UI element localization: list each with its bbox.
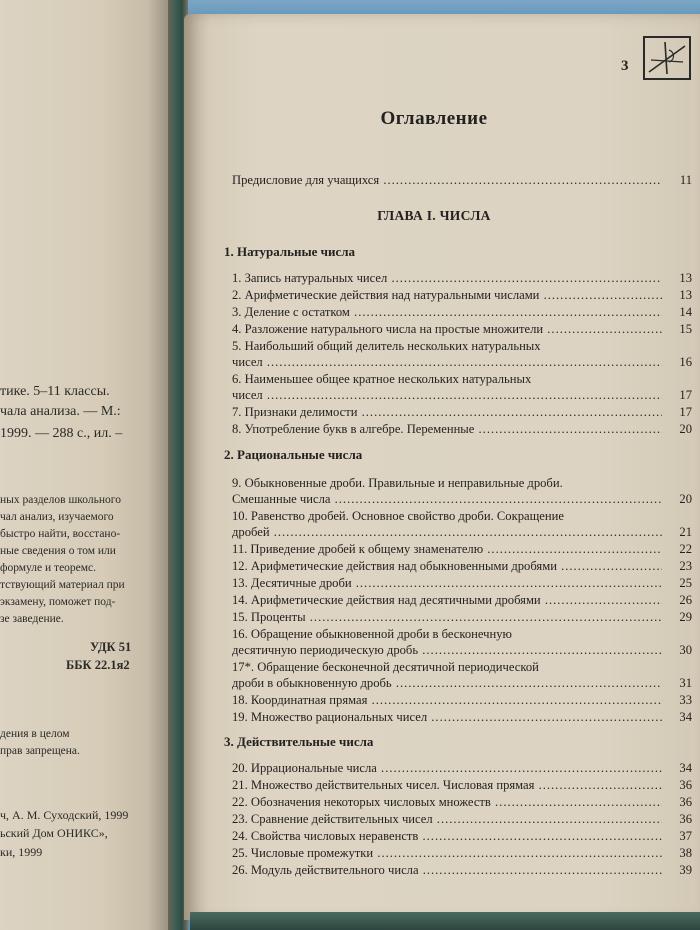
toc-entry-page: 31 (679, 676, 692, 690)
toc-entry (232, 760, 692, 776)
toc-entry-page: 36 (679, 795, 692, 809)
toc-entry-title: 23. Сравнение действительных чисел ..... (232, 811, 662, 827)
toc-entry-page: 11 (679, 173, 692, 187)
toc-entry (232, 828, 692, 844)
toc-entry (232, 592, 692, 608)
toc-entry-title: 1. Запись натуральных чисел ..... (232, 270, 662, 286)
toc-entry-title: дробей ..... (232, 524, 662, 540)
toc-entry (232, 491, 692, 507)
toc-entry-title: 14. Арифметические действия над десятичными дробями ..... (232, 592, 662, 608)
toc-entry (232, 609, 692, 625)
toc-entry-title: 13. Десятичные дроби ..... (232, 575, 662, 591)
toc-entry-page: 37 (679, 829, 692, 843)
left-page-text: быстро найти, восстано- (0, 528, 121, 540)
toc-entry-title: Смешанные числа ..... (232, 491, 662, 507)
toc-entry (232, 354, 692, 370)
toc-entry-title: чисел ..... (232, 354, 662, 370)
toc-entry-line: 6. Наименьшее общее кратное нескольких натуральных (232, 372, 532, 386)
page-number: 3 (621, 58, 629, 74)
toc-entry-title: 2. Арифметические действия над натуральными числами ..... (232, 287, 662, 303)
toc-entry-line: 17*. Обращение бесконечной десятичной периодической (232, 660, 539, 674)
left-page (0, 0, 168, 930)
toc-entry (232, 524, 692, 540)
toc-entry-title: 3. Деление с остатком ..... (232, 304, 662, 320)
toc-entry-page: 33 (679, 693, 692, 707)
toc-entry (232, 575, 692, 591)
toc-entry-page: 25 (679, 576, 692, 590)
left-page-text: тствующий материал при (0, 579, 125, 591)
toc-entry-page: 20 (679, 492, 692, 506)
section-title: 3. Действительные числа (224, 734, 374, 749)
toc-entry (232, 794, 692, 810)
left-page-text: тике. 5–11 классы. (0, 384, 110, 399)
toc-entry (232, 777, 692, 793)
toc-entry-title: 24. Свойства числовых неравенств ..... (232, 828, 662, 844)
toc-entry-title: 12. Арифметические действия над обыкновенными дробями ..... (232, 558, 662, 574)
toc-entry-page: 23 (679, 559, 692, 573)
left-page-text: ББК 22.1я2 (66, 658, 130, 672)
left-page-text: ные сведения о том или (0, 545, 116, 557)
toc-entry-title: Предисловие для учащихся ..... (232, 172, 662, 188)
left-page-text: чала анализа. — М.: (0, 404, 121, 419)
toc-entry-line: 16. Обращение обыкновенной дроби в бесконечную (232, 627, 512, 641)
section-title: 2. Рациональные числа (224, 447, 363, 462)
toc-entry-title: 7. Признаки делимости ..... (232, 404, 662, 420)
toc-entry-title: 22. Обозначения некоторых числовых множеств ..... (232, 794, 662, 810)
toc-entry (232, 811, 692, 827)
toc-entry (232, 845, 692, 861)
section-title: 1. Натуральные числа (224, 244, 356, 259)
toc-entry-title: 18. Координатная прямая ..... (232, 692, 662, 708)
toc-entry-line: 10. Равенство дробей. Основное свойство дроби. Сокращение (232, 509, 564, 523)
toc-entry (232, 541, 692, 557)
toc-entry-page: 17 (679, 405, 692, 419)
toc-entry-page: 34 (679, 710, 692, 724)
toc-title: Оглавление (380, 108, 488, 129)
toc-entry-page: 15 (679, 322, 692, 336)
left-page-text: прав запрещена. (0, 745, 80, 757)
toc-entry (232, 862, 692, 878)
left-page-text: УДК 51 (90, 640, 132, 654)
toc-entry (232, 675, 692, 691)
left-page-text: чал анализ, изучаемого (0, 511, 114, 523)
toc-entry-page: 30 (679, 643, 692, 657)
toc-entry-page: 36 (679, 812, 692, 826)
toc-entry-page: 13 (679, 271, 692, 285)
left-page-text: ных разделов школьного (0, 494, 121, 506)
toc-entry-title: 21. Множество действительных чисел. Числовая прямая ..... (232, 777, 662, 793)
toc-entry (232, 404, 692, 420)
left-page-text: ки, 1999 (0, 845, 43, 859)
toc-entry (232, 387, 692, 403)
toc-entry-page: 38 (679, 846, 692, 860)
toc-entry (232, 321, 692, 337)
left-page-text: 1999. — 288 с., ил. – (0, 426, 123, 441)
toc-entry-title: дроби в обыкновенную дробь ..... (232, 675, 662, 691)
left-page-text: формуле и теоремс. (0, 562, 97, 574)
toc-entry-title: 19. Множество рациональных чисел ..... (232, 709, 662, 725)
toc-entry-title: 20. Иррациональные числа ..... (232, 760, 662, 776)
toc-entry-title: 26. Модуль действительного числа ..... (232, 862, 662, 878)
toc-entry-title: 8. Употребление букв в алгебре. Переменные ..... (232, 421, 662, 437)
toc-entry-line: 5. Наибольший общий делитель нескольких натуральных (232, 339, 541, 353)
toc-entry (232, 270, 692, 286)
toc-entry-page: 17 (679, 388, 692, 402)
toc-entry (232, 304, 692, 320)
chapter-title: ГЛАВА I. ЧИСЛА (377, 208, 491, 223)
toc-entry (232, 692, 692, 708)
toc-entry (232, 558, 692, 574)
toc-entry-page: 26 (679, 593, 692, 607)
left-page-text: дения в целом (0, 728, 70, 740)
toc-entry-title: 11. Приведение дробей к общему знаменателю ..... (232, 541, 662, 557)
toc-entry (232, 642, 692, 658)
toc-entry-page: 29 (679, 610, 692, 624)
toc-entry (232, 287, 692, 303)
toc-entry-page: 36 (679, 778, 692, 792)
toc-page (184, 14, 700, 920)
toc-entry-page: 21 (679, 525, 692, 539)
left-page-text: зе заведение. (0, 613, 64, 625)
toc-entry-page: 14 (679, 305, 692, 319)
toc-entry-line: 9. Обыкновенные дроби. Правильные и неправильные дроби. (232, 476, 563, 490)
toc-entry-title: 15. Проценты ..... (232, 609, 662, 625)
toc-entry (232, 421, 692, 437)
left-page-text: экзамену, поможет под- (0, 596, 116, 608)
toc-entry-title: чисел ..... (232, 387, 662, 403)
toc-entry-page: 22 (679, 542, 692, 556)
toc-entry-title: 4. Разложение натурального числа на простые множители ..... (232, 321, 662, 337)
toc-entry-preface (232, 172, 692, 188)
toc-entry-page: 39 (679, 863, 692, 877)
toc-entry-page: 20 (679, 422, 692, 436)
toc-entry-page: 13 (679, 288, 692, 302)
toc-entry (232, 709, 692, 725)
left-page-text: ч, А. М. Суходский, 1999 (0, 808, 129, 822)
toc-entry-page: 16 (679, 355, 692, 369)
publisher-logo-icon (643, 36, 691, 80)
toc-entry-page: 34 (679, 761, 692, 775)
toc-entry-title: десятичную периодическую дробь ..... (232, 642, 662, 658)
book-cover-bottom-edge (190, 912, 700, 930)
left-page-text: ьский Дом ОНИКС», (0, 826, 108, 840)
toc-entry-title: 25. Числовые промежутки ..... (232, 845, 662, 861)
